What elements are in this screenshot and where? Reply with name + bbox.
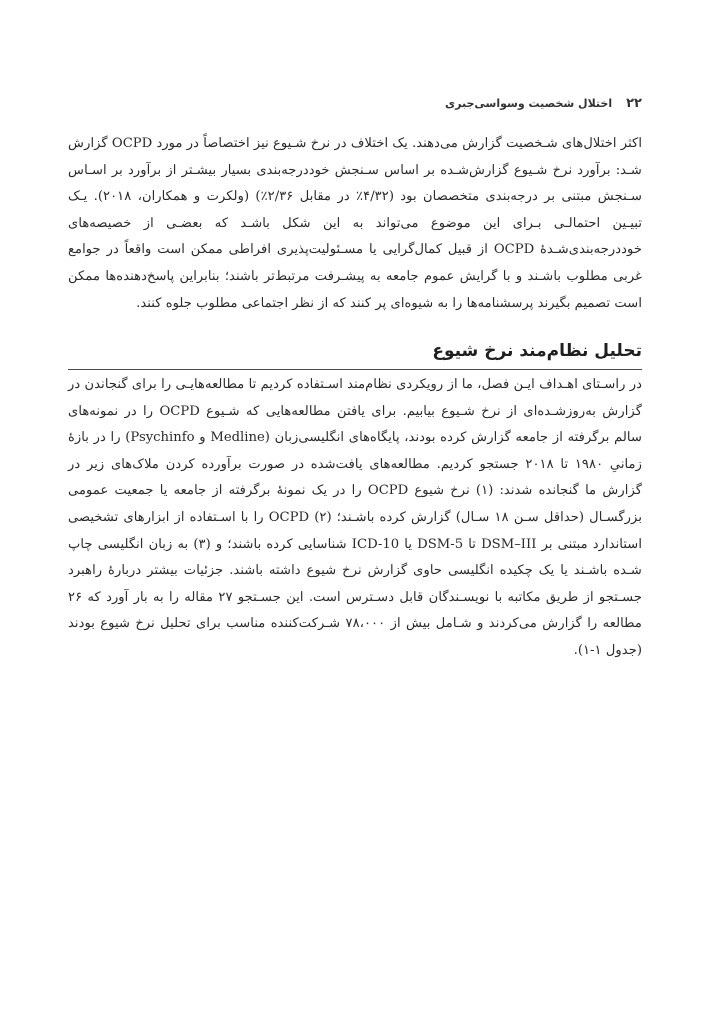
body-paragraph-1: اکثر اختلال‌های شـخصیت گزارش می‌دهند. یک اختلاف در نرخ شـیوع نیز اختصاصاً در مورد OCPD گزارش شـد: برآورد نرخ شـیوع گزارش‌شـده بر اساس سـنجش خوددرجه‌بندی بسیار بیشـتر از برآورد بر اسـاس سـنجش مبتنی بر درجه‌بندی متخصصان بود (۴/۳۲٪ در مقابل ۲/۳۶٪) (ولکرت و همکاران، ۲۰۱۸). یـک تبیـین احتمالـی بـرای این موضوع می‌تواند به این شکل باشـد که بعضـی از خصیصه‌های خوددرجه‌بندی‌شـدۀ OCPD از قبیل کمال‌گرایی یا مسـئولیت‌پذیری افراطی ممکن است واقعاً در جوامع غربی مطلوب باشـند و با گرایش عموم جامعه به پیشـرفت مرتبط‌تر باشند؛ بنابراین پاسخ‌دهنده‌ها ممکن است تصمیم بگیرند پرسشنامه‌ها را به شیوه‌ای پر کنند که از نظر اجتماعی مطلوب جلوه کنند. (68, 136, 642, 311)
section-heading: تحلیل نظام‌مند نرخ شیوع (68, 337, 642, 370)
chapter-title: اختلال شخصیت وسواسی‌جبری (445, 96, 613, 110)
running-header (68, 94, 642, 112)
page-number: ۲۲ (626, 95, 642, 111)
book-page (68, 0, 642, 1024)
body-paragraph-2: در راسـتای اهـداف ایـن فصل، ما از رویکردی نظام‌مند اسـتفاده کردیم تا مطالعه‌هایـی را برای گنجاندن در گزارش به‌روزشـده‌ای از نرخ شـیوع بیابیم. برای یافتن مطالعه‌هایی که شـیوع OCPD را در نمونه‌های سالم برگرفته از جامعه گزارش کرده بودند، پایگاه‌های انگلیسی‌زبان (Medline و Psychinfo) را در بازۀ زمانیِ ۱۹۸۰ تا ۲۰۱۸ جستجو کردیم. مطالعه‌های یافت‌شده در صورت برآورده کردن ملاک‌های زیر در گزارش ما گنجانده شدند: (۱) نرخ شیوع OCPD را در یک نمونۀ برگرفته از جامعه یا جمعیت عمومی بزرگسـال (حداقل سـن ۱۸ سـال) گزارش کرده باشـند؛ (۲) OCPD را با اسـتفاده از ابزارهای تشخیصی استاندارد مبتنی بر DSM–III تا DSM-5 یا ICD-10 شناسایی کرده باشند؛ و (۳) به زبان انگلیسی چاپ شـده باشـند یا یک چکیده انگلیسی حاوی گزارش نرخ شیوع داشته باشند. جزئیات بیشتر دربارۀ راهبرد جسـتجو از طریق مکاتبه با نویسـندگان قابل دسـترس است. این جسـتجو ۲۷ مقاله را به بار آورد که ۲۶ مطالعه را گزارش می‌کردند و شـامل بیش از ۷۸،۰۰۰ شـرکت‌کننده مناسب برای تحلیل نرخ شیوع بودند (جدول ۱-۱). (68, 377, 643, 658)
